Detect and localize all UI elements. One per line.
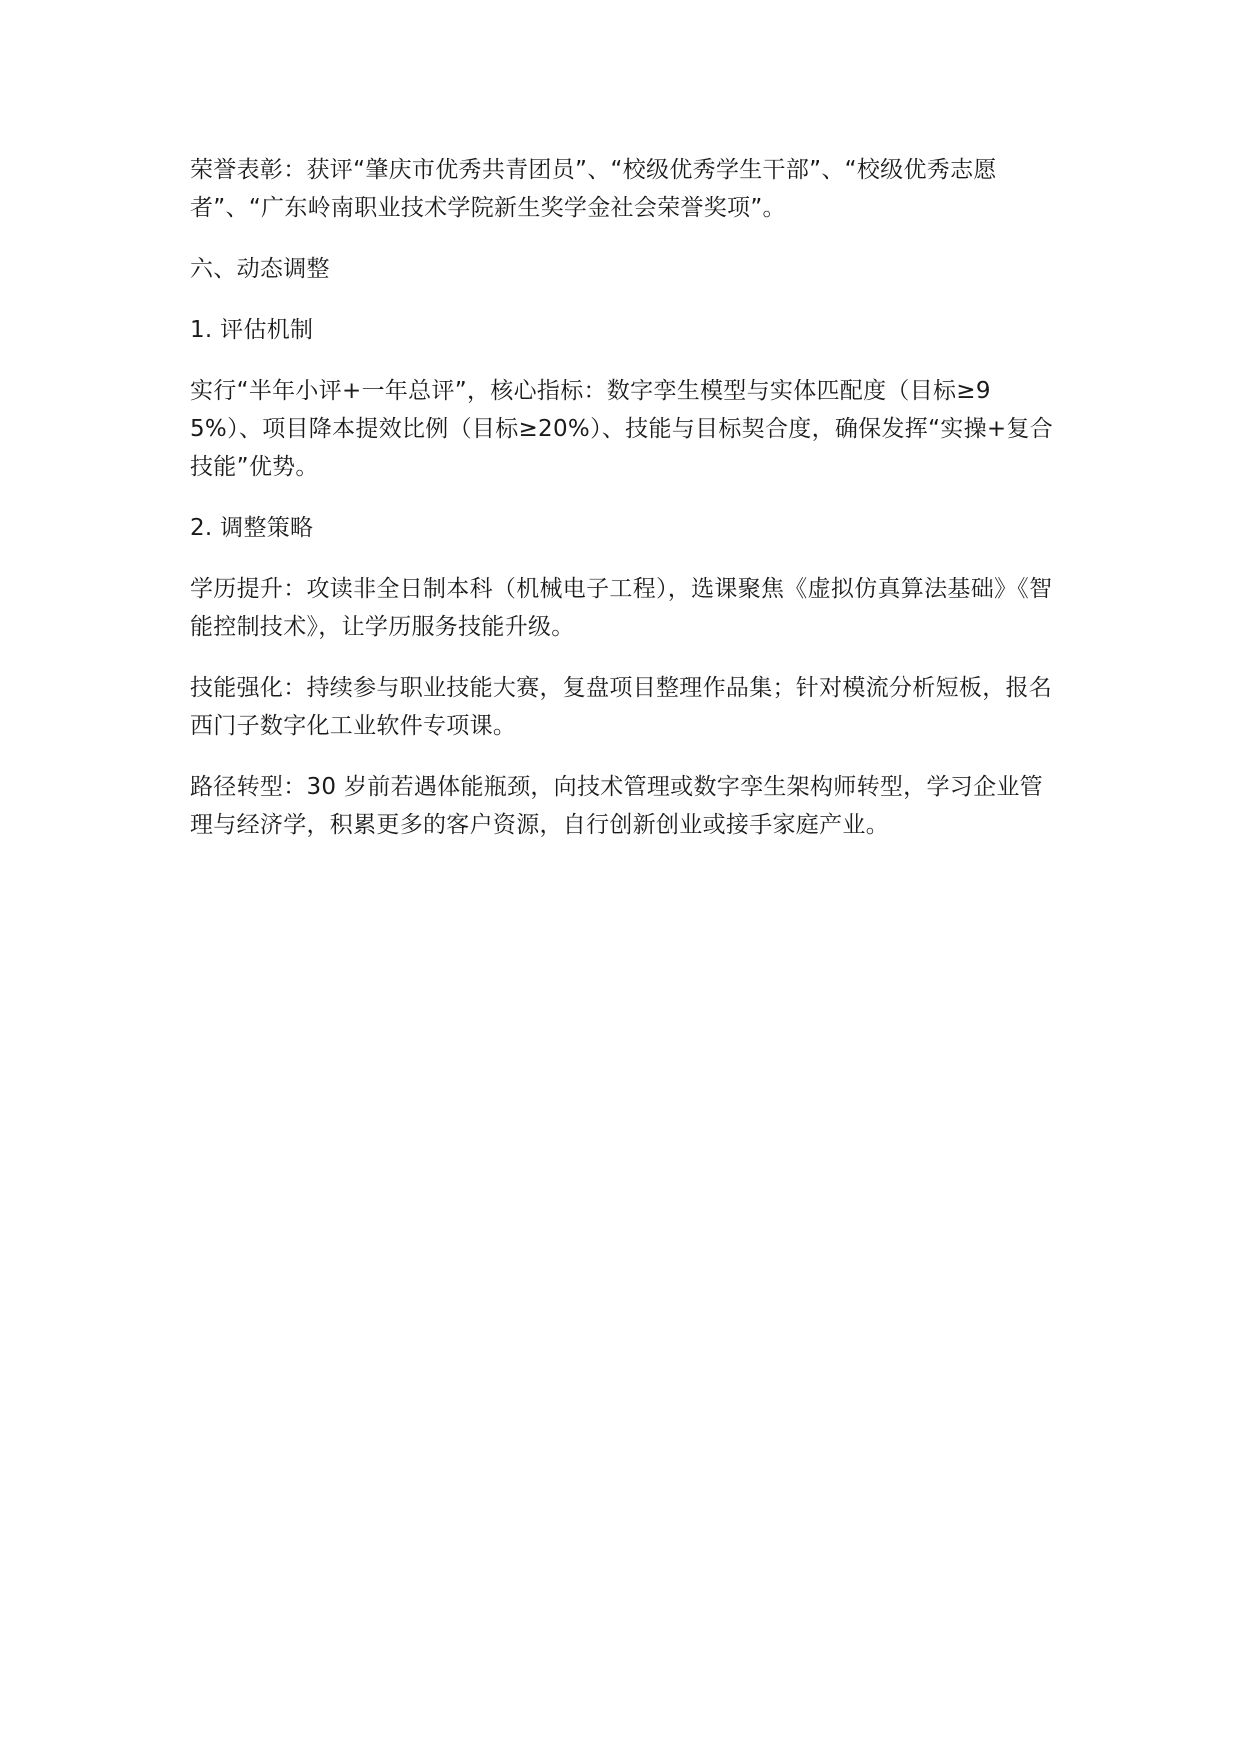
path-label: 路径转型： (190, 774, 307, 800)
honors-text: 获评“肇庆市优秀共青团员”、“校级优秀学生干部”、“校级优秀志愿者”、“广东岭南职业技术学院新生奖学金社会荣誉奖项”。 (190, 157, 997, 221)
skills-paragraph (190, 669, 1060, 745)
document-body (190, 151, 1060, 867)
evaluation-paragraph: 实行“半年小评+一年总评”，核心指标：数字孪生模型与实体匹配度（目标≥95%）、项目降本提效比例（目标≥20%）、技能与目标契合度，确保发挥“实操+复合技能”优势。 (190, 378, 1054, 480)
education-text: 攻读非全日制本科（机械电子工程），选课聚焦《虚拟仿真算法基础》《智能控制技术》，让学历服务技能升级。 (190, 576, 1053, 640)
education-paragraph (190, 570, 1060, 646)
skills-label: 技能强化： (190, 675, 307, 701)
section-6-title: 六、动态调整 (190, 256, 330, 282)
path-paragraph (190, 768, 1060, 844)
skills-text: 持续参与职业技能大赛，复盘项目整理作品集；针对模流分析短板，报名西门子数字化工业软件专项课。 (190, 675, 1053, 739)
honors-paragraph (190, 151, 1060, 227)
honors-label: 荣誉表彰： (190, 157, 307, 183)
subsection-2-title: 2. 调整策略 (190, 515, 314, 541)
subsection-1-title: 1. 评估机制 (190, 317, 314, 343)
path-text: 30 岁前若遇体能瓶颈，向技术管理或数字孪生架构师转型，学习企业管理与经济学，积累更多的客户资源，自行创新创业或接手家庭产业。 (190, 774, 1043, 838)
education-label: 学历提升： (190, 576, 307, 602)
